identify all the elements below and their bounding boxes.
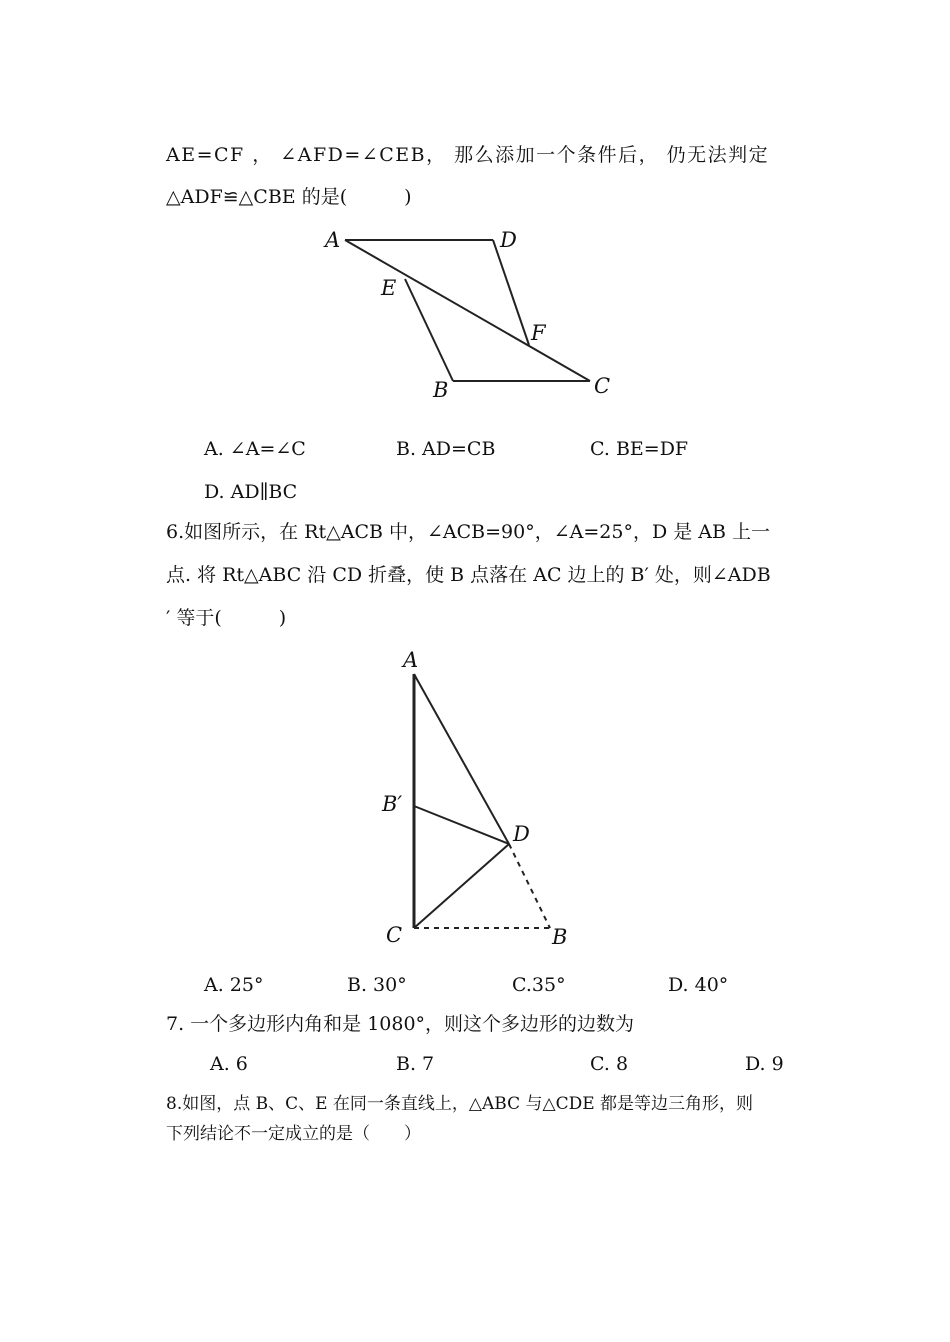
q5-option-d: D. AD∥BC xyxy=(204,481,298,503)
q6-label-D: D xyxy=(513,822,530,846)
q5-text-line-2: △ADF≌△CBE 的是( ) xyxy=(166,186,412,208)
q6-segment-AD xyxy=(414,674,509,844)
q5-label-A: A xyxy=(325,228,341,252)
q7-text-line-1: 7. 一个多边形内角和是 1080°，则这个多边形的边数为 xyxy=(166,1013,635,1035)
q6-label-Bprime: B′ xyxy=(382,792,403,816)
q5-segment-AC xyxy=(345,240,590,381)
q5-text-line-1: AE=CF ， ∠AFD=∠CEB， 那么添加一个条件后， 仍无法判定 xyxy=(166,144,770,166)
q5-figure xyxy=(345,240,590,381)
q6-option-b: B. 30° xyxy=(347,974,407,996)
q5-option-c: C. BE=DF xyxy=(590,438,689,460)
q6-option-c: C.35° xyxy=(512,974,566,996)
q7-option-c: C. 8 xyxy=(590,1053,629,1075)
q7-option-d: D. 9 xyxy=(745,1053,784,1075)
q6-label-C: C xyxy=(386,923,403,947)
q5-label-B: B xyxy=(433,378,449,402)
q6-option-d: D. 40° xyxy=(668,974,729,996)
q6-text-line-2: 点. 将 Rt△ABC 沿 CD 折叠，使 B 点落在 AC 边上的 B′ 处，则∠ADB xyxy=(166,564,771,586)
q6-text-line-1: 6.如图所示，在 Rt△ACB 中，∠ACB=90°，∠A=25°，D 是 AB 上一 xyxy=(166,521,770,543)
q8-text-line-2: 下列结论不一定成立的是（ ） xyxy=(166,1124,421,1144)
q6-label-B: B xyxy=(552,925,568,949)
q7-option-a: A. 6 xyxy=(210,1053,248,1075)
q7-option-b: B. 7 xyxy=(396,1053,435,1075)
q5-label-E: E xyxy=(381,276,397,300)
q5-option-a: A. ∠A=∠C xyxy=(204,438,306,460)
q5-label-F: F xyxy=(531,321,546,345)
q6-text-line-3: ′ 等于( ) xyxy=(166,607,287,629)
q5-label-C: C xyxy=(594,374,611,398)
q5-segment-BE xyxy=(405,279,453,381)
q6-figure xyxy=(414,674,550,928)
q5-option-b: B. AD=CB xyxy=(396,438,496,460)
q6-option-a: A. 25° xyxy=(204,974,264,996)
q6-segment-CD xyxy=(414,844,509,928)
q6-label-A: A xyxy=(403,648,419,672)
q5-label-D: D xyxy=(500,228,517,252)
q6-segment-BpD xyxy=(414,806,509,844)
q6-segment-DB-dashed xyxy=(509,844,550,928)
q8-text-line-1: 8.如图，点 B、C、E 在同一条直线上，△ABC 与△CDE 都是等边三角形，则 xyxy=(166,1094,754,1114)
